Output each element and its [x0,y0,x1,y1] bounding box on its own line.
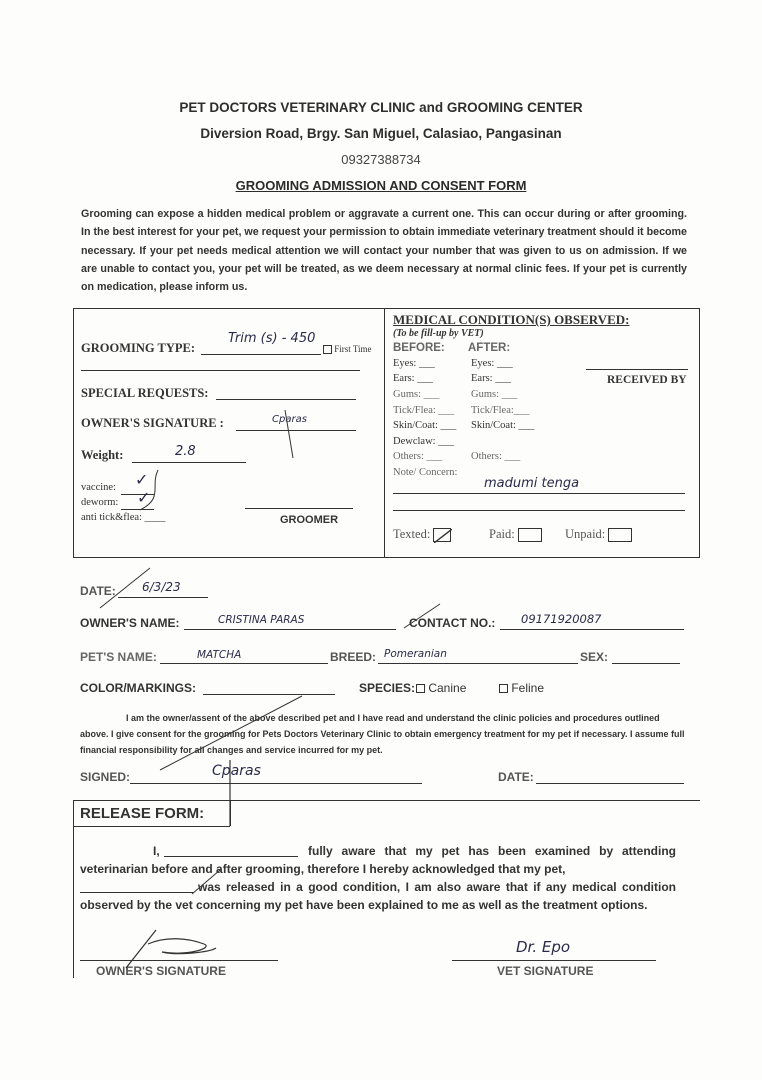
vet-signature-label: VET SIGNATURE [497,964,594,978]
release-title: RELEASE FORM: [80,805,205,822]
contact-value: 09171920087 [521,612,602,626]
unpaid-option[interactable]: Unpaid: [565,527,632,542]
consent-paragraph: I am the owner/assent of the above described pet and I have read and understand the clinic policies and procedures outlined above. I give consent for the grooming for Pets Doctors Veterinary Clinic to obtain emergency treatment for my pet if necessary. I assume full financial responsibility for all changes and service incurred for my pet. [80,713,685,755]
med-before-skin[interactable]: Skin/Coat: ___ [393,420,457,431]
grooming-type-label: GROOMING TYPE: [81,341,196,355]
release-text-1: fully aware that my pet has been examined by attending veterinarian before and after grooming, therefore I hereby acknowledged that my pet, [80,844,676,876]
breed-label: BREED: [330,650,377,664]
pet-name-label: PET'S NAME: [80,650,157,664]
canine-option[interactable]: Canine [416,681,466,695]
vaccine-check-mark: ✓ [135,470,149,489]
weight-value: 2.8 [175,444,196,459]
med-after-gums[interactable]: Gums: ___ [471,389,518,400]
med-before-dewclaw[interactable]: Dewclaw: ___ [393,436,454,447]
owner-name-value: CRISTINA PARAS [218,614,305,626]
signed-value: Cparas [212,763,261,779]
received-by-label: RECEIVED BY [607,374,687,386]
species-label: SPECIES: [359,681,416,695]
medical-title: MEDICAL CONDITION(S) OBSERVED: [393,312,630,327]
groomer-label: GROOMER [280,514,339,526]
medical-subtitle: (To be fill-up by VET) [393,328,484,339]
date-label: DATE: [80,584,116,598]
pet-name-value: MATCHA [197,649,242,661]
deworm-label: deworm: [81,497,119,508]
med-after-others[interactable]: Others: ___ [471,451,521,462]
note-concern-value: madumi tenga [484,476,580,491]
release-i-label: I, [153,844,160,858]
med-before-others[interactable]: Others: ___ [393,451,443,462]
date-value: 6/3/23 [142,580,181,594]
sex-label: SEX: [580,650,609,664]
first-time-option[interactable]: First Time [323,344,372,354]
contact-label: CONTACT NO.: [409,616,496,630]
paid-option[interactable]: Paid: [489,527,542,542]
owner-signature-value: Cparas [272,414,307,425]
vaccine-label: vaccine: [81,482,116,493]
owner-name-label: OWNER'S NAME: [80,616,180,630]
vet-signature-value: Dr. Epo [516,938,571,956]
tick-flea-label[interactable]: anti tick&flea: ____ [81,512,166,523]
before-label: BEFORE: [393,342,445,354]
med-before-gums[interactable]: Gums: ___ [393,389,440,400]
owner-signature-label: OWNER'S SIGNATURE : [81,416,224,430]
release-owner-signature-label: OWNER'S SIGNATURE [96,964,226,978]
med-after-ears[interactable]: Ears: ___ [471,373,511,384]
texted-option[interactable]: Texted: [393,527,451,542]
intro-paragraph: Grooming can expose a hidden medical problem or aggravate a current one. This can occur during or after grooming. In the best interest for your pet, we request your permission to obtain immediate veterinary treatment should it become necessary. If your pet needs medical attention we will contact your number that was given to us on admission. If we are unable to contact you, your pet will be treated, as we deem necessary at normal clinic fees. If your pet is currently on medication, please inform us. [81,208,687,294]
special-requests-label: SPECIAL REQUESTS: [81,386,209,400]
med-after-eyes[interactable]: Eyes: ___ [471,358,513,369]
med-before-ears[interactable]: Ears: ___ [393,373,433,384]
deworm-check-mark: ✓ [137,488,151,507]
grooming-type-value[interactable]: Trim (s) - 450 [228,331,316,346]
med-after-tick[interactable]: Tick/Flea:___ [471,405,530,416]
weight-label: Weight: [81,448,124,462]
clinic-phone: 09327388734 [341,152,421,167]
clinic-address: Diversion Road, Brgy. San Miguel, Calasiao, Pangasinan [200,126,562,141]
clinic-name: PET DOCTORS VETERINARY CLINIC and GROOMING CENTER [179,100,583,115]
feline-option[interactable]: Feline [499,681,544,695]
med-before-eyes[interactable]: Eyes: ___ [393,358,435,369]
note-concern-label: Note/ Concern: [393,467,458,478]
breed-value: Pomeranian [384,648,447,660]
color-markings-label: COLOR/MARKINGS: [80,681,196,695]
consent-date-label: DATE: [498,770,534,784]
form-title: GROOMING ADMISSION AND CONSENT FORM [235,178,527,193]
med-after-skin[interactable]: Skin/Coat: ___ [471,420,535,431]
med-before-tick[interactable]: Tick/Flea: ___ [393,405,455,416]
release-text-2: was released in a good condition, I am also aware that if any medical condition observed by the vet concerning my pet have been explained to me as well as the treatment options. [80,880,676,912]
signed-label: SIGNED: [80,770,131,784]
after-label: AFTER: [468,342,511,354]
